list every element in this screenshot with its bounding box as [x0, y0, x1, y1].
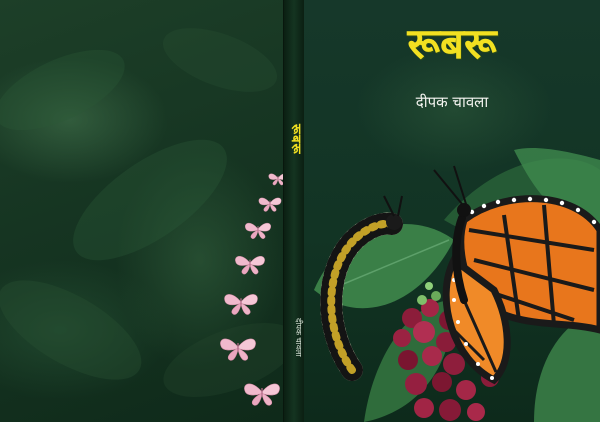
book-spine	[283, 0, 305, 422]
pink-butterfly-icon	[220, 339, 255, 360]
book-title: रूबरू	[407, 19, 497, 68]
spine-author: दीपक चावला	[294, 318, 303, 357]
author-name: दीपक चावला	[415, 93, 489, 111]
pink-butterfly-icon	[244, 384, 279, 405]
pink-butterfly-icon	[245, 223, 271, 239]
pink-butterfly-trail	[0, 0, 283, 422]
pink-butterfly-icon	[235, 256, 264, 274]
pink-butterfly-icon	[259, 198, 281, 212]
pink-butterfly-icon	[269, 174, 283, 185]
back-cover	[0, 0, 283, 422]
spine-title: रूबरू	[288, 124, 303, 155]
pink-butterfly-icon	[224, 294, 257, 314]
front-cover	[304, 0, 600, 422]
